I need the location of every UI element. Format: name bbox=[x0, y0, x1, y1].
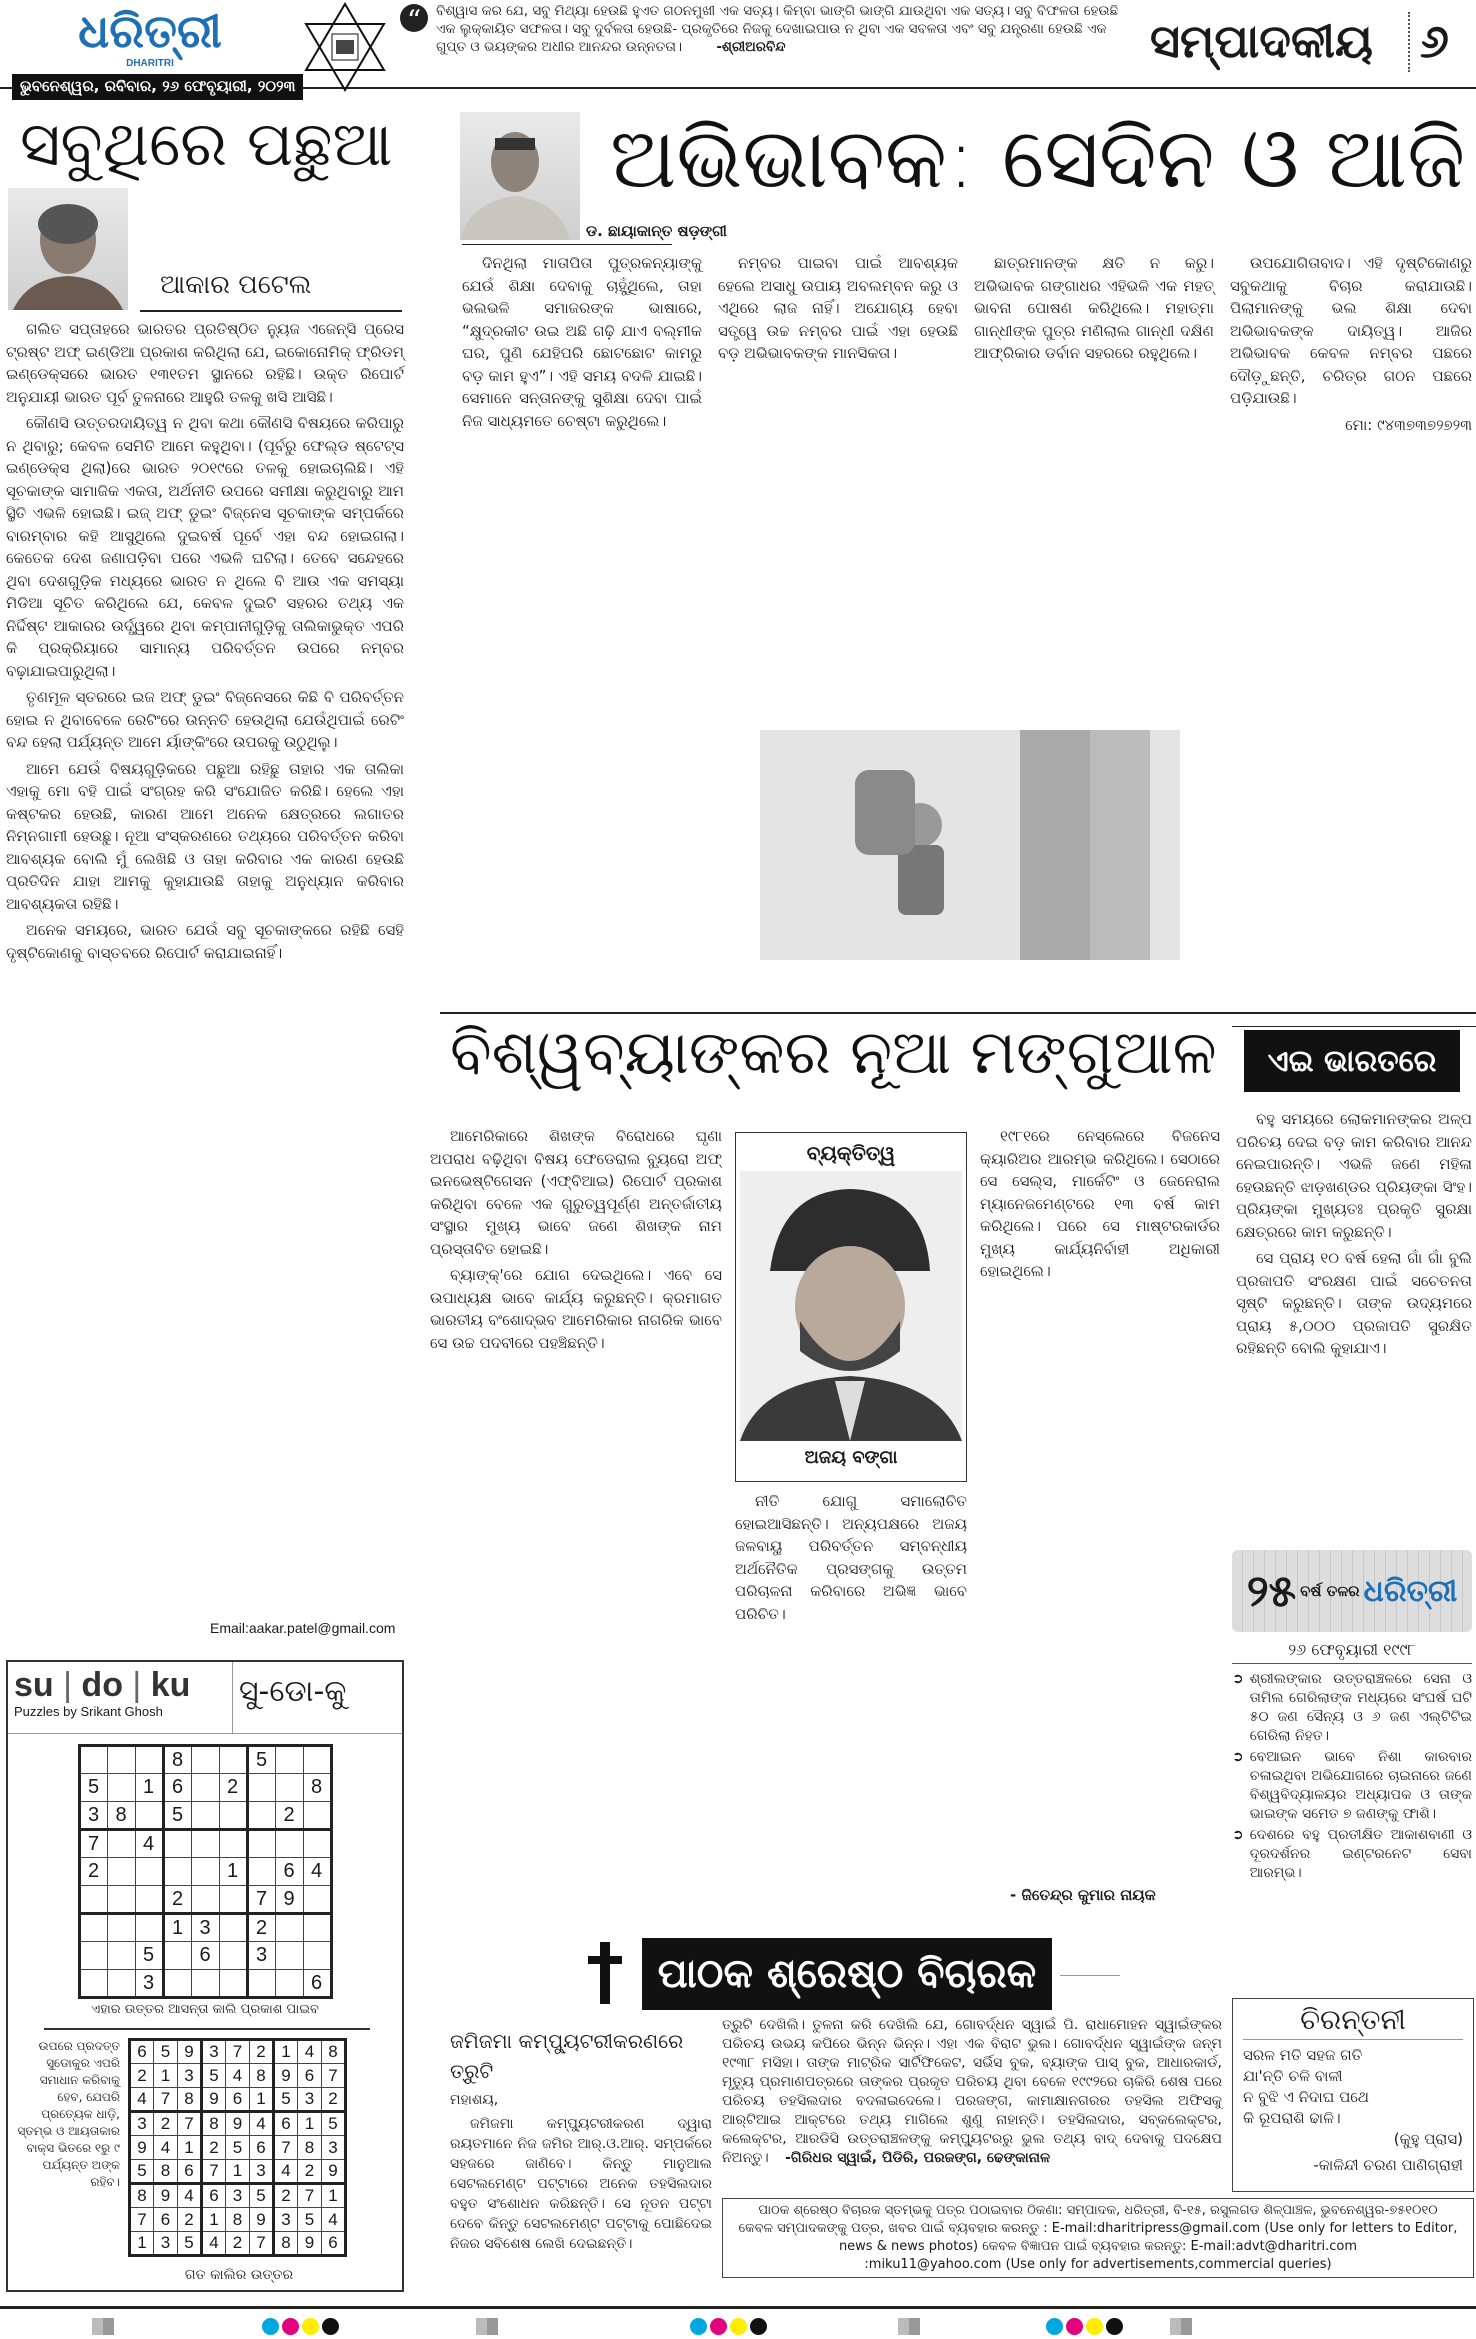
sudoku-cell: 9 bbox=[298, 2232, 322, 2256]
sudoku-cell[interactable] bbox=[79, 1914, 107, 1942]
sudoku-cell: 2 bbox=[250, 2040, 274, 2064]
sudoku-cell[interactable] bbox=[303, 1830, 331, 1858]
quote-text: ବିଶ୍ୱାସ କର ଯେ, ସବୁ ମିଥ୍ୟା ହେଉଛି ହୁଏତ ଗଠନମୁଖୀ ଏକ ସତ୍ୟ। କିମ୍ବା ଭାଙ୍ଗି ଭାଙ୍ଗି ଯାଉଥିବା ଏକ ସତ୍ୟ। ସବୁ ବିଫଳତା ହେଉଛି ଏକ ଲୁକ୍କାୟିତ ସଫଳତା। ସବୁ ଦୁର୍ବଳତା ହେଉଛି- ପ୍ରକୃତିରେ ନିଜକୁ ଦେଖାଇପାଉ ନ ଥିବା ଏକ ସବଳତା ଏବଂ ସବୁ ଯନ୍ତ୍ରଣା ହେଉଛି ଏକ ଗୁପ୍ତ ଓ ଭୟଙ୍କର ଅଧୀର ଆନନ୍ଦର ଉନ୍ନତତା। -ଶ୍ରୀଅରବିନ୍ଦ bbox=[436, 3, 1119, 55]
sudoku-cell: 5 bbox=[247, 1746, 275, 1774]
sudoku-cell[interactable] bbox=[191, 1830, 219, 1858]
sudoku-cell[interactable] bbox=[191, 1970, 219, 1998]
ei-bharatare-title: ଏଇ ଭାରତରେ bbox=[1244, 1030, 1460, 1092]
sudoku-cell[interactable] bbox=[79, 1886, 107, 1914]
sudoku-cell: 3 bbox=[178, 2064, 202, 2088]
bullet-icon: ➲ bbox=[1232, 1671, 1244, 1687]
sudoku-cell: 5 bbox=[274, 2088, 298, 2112]
sudoku-cell[interactable] bbox=[247, 1858, 275, 1886]
star-emblem-icon bbox=[300, 2, 390, 92]
sudoku-cell: 9 bbox=[274, 2064, 298, 2088]
sudoku-cell[interactable] bbox=[303, 1942, 331, 1970]
sudoku-cell: 8 bbox=[107, 1802, 135, 1830]
sudoku-cell[interactable] bbox=[275, 1830, 303, 1858]
sudoku-cell[interactable] bbox=[135, 1746, 163, 1774]
sudoku-cell: 1 bbox=[135, 1774, 163, 1802]
sudoku-cell: 3 bbox=[79, 1802, 107, 1830]
sudoku-cell: 7 bbox=[322, 2064, 346, 2088]
sudoku-cell: 4 bbox=[178, 2184, 202, 2208]
sudoku-cell: 6 bbox=[178, 2160, 202, 2184]
sudoku-cell: 8 bbox=[250, 2064, 274, 2088]
sudoku-cell: 3 bbox=[135, 1970, 163, 1998]
sudoku-solution-grid bbox=[128, 2038, 347, 2257]
sudoku-cell: 8 bbox=[298, 2136, 322, 2160]
sudoku-cell[interactable] bbox=[275, 1970, 303, 1998]
sudoku-cell: 4 bbox=[322, 2208, 346, 2232]
sudoku-cell[interactable] bbox=[219, 1830, 247, 1858]
author-photo bbox=[8, 188, 128, 310]
main-article-body: ଦିନଥିଲା ମାତାପିତା ପୁତ୍ରକନ୍ୟାଙ୍କୁ ଯେଉଁ ଶିକ୍ଷା ଦେବାକୁ ଚାହୁଁଥିଲେ, ତାହା ଭଲଭଳି ସମାଜରଙ୍କ ଭାଷାରେ, “କ୍ଷୁଦ୍ରକୀଟ ଉଇ ଅଛି ଗଢ଼ି ଯାଏ ବଲ୍ମୀକ ଘର, ପୁଣି ଯେହିପରି ଛୋଟଛୋଟ କାମରୁ ବଡ଼ କାମ ହୁଏ”। ଏହି ସମୟ ବଦଳି ଯାଇଛି। ସେମାନେ ସନ୍ତାନଙ୍କୁ ସୁଶିକ୍ଷା ଦେବା ପାଇଁ ନିଜ ସାଧ୍ୟମତେ ଚେଷ୍ଟା କରୁଥିଲେ। bbox=[462, 254, 702, 430]
sudoku-cell[interactable] bbox=[247, 1802, 275, 1830]
sudoku-cell: 2 bbox=[202, 2136, 226, 2160]
sudoku-cell: 5 bbox=[79, 1774, 107, 1802]
parent-child-photo bbox=[760, 730, 1180, 960]
sudoku-cell: 1 bbox=[322, 2184, 346, 2208]
sudoku-cell[interactable] bbox=[247, 1774, 275, 1802]
sudoku-cell[interactable] bbox=[275, 1746, 303, 1774]
profile-box: ବ୍ୟକ୍ତିତ୍ୱ ଅଜୟ ବଙ୍ଗା bbox=[735, 1132, 967, 1482]
main-article-headline: ଅଭିଭାବକ: ସେଦିନ ଓ ଆଜି bbox=[610, 109, 1466, 207]
sudoku-cell: 3 bbox=[250, 2160, 274, 2184]
sudoku-box: su | do | ku Puzzles by Srikant Ghosh ସୁ-ଡୋ-କୁ 8 5 5 1 6 2 8 3 8 5 2 7 4 2 1 6 4 2 7 9 1 3 2 5 6 3 3 6 ଏହାର ଉତ୍ତର ଆସନ୍ତା କାଲି ପ୍ରକାଶ ପାଇବ ଉପରେ ପ୍ରଦତ୍ତ ସୁଡୋକୁର ଏପରି ସମାଧାନ କରିବାକୁ ହେବ, ଯେପରି ପ୍ରତ୍ୟେକ ଧାଡ଼ି, ସ୍ତମ୍ଭ ଓ ଆୟତାକାର ବାକ୍ସ ଭିତରେ ୧ରୁ ୯ ପର୍ଯ୍ୟନ୍ତ ଅଙ୍କ ରହିବ। 6 5 9 3 7 2 1 4 8 2 1 3 5 4 8 9 6 7 4 7 8 9 6 1 5 3 2 3 2 7 8 9 4 6 1 5 9 4 1 2 5 6 7 8 3 5 8 6 7 1 3 4 2 9 8 9 4 6 3 5 2 7 1 7 6 2 1 8 9 3 5 4 1 3 5 4 2 7 8 9 6 ଗତ କାଲିର ଉତ୍ତର bbox=[6, 1660, 404, 2292]
worldbank-body-col3: ୧୯୮୧ରେ ନେସ୍‌ଲେରେ ବିଜନେସ କ୍ୟାରିଅର ଆରମ୍ଭ କରିଥିଲେ। ସେଠାରେ ସେ ସେଲ୍ସ, ମାର୍କେଟିଂ ଓ ଜେନେରାଲ ମ୍ୟାନେଜମେଣ୍ଟରେ ୧୩ ବର୍ଷ କାମ କରିଥିଲେ। ପରେ ସେ ମାଷ୍ଟରକାର୍ଡର ମୁଖ୍ୟ କାର୍ଯ୍ୟନିର୍ବାହୀ ଅଧିକାରୀ ହୋଇଥିଲେ। bbox=[980, 1127, 1220, 1280]
sudoku-cell: 3 bbox=[154, 2232, 178, 2256]
page-number: ୬ bbox=[1420, 14, 1449, 68]
sudoku-cell[interactable] bbox=[135, 1802, 163, 1830]
sudoku-cell[interactable] bbox=[163, 1970, 191, 1998]
sudoku-cell: 5 bbox=[202, 2064, 226, 2088]
sudoku-cell: 1 bbox=[250, 2088, 274, 2112]
sudoku-cell[interactable] bbox=[219, 1802, 247, 1830]
sudoku-cell: 1 bbox=[226, 2160, 250, 2184]
sudoku-cell: 5 bbox=[298, 2208, 322, 2232]
archive-date: ୨୬ ଫେବୃୟାରୀ ୧୯୯୮ bbox=[1232, 1640, 1472, 1664]
letter-title: ଜମିଜମା କମ୍ପ୍ୟୁଟରୀକରଣରେ ତ୍ରୁଟି bbox=[450, 2029, 684, 2083]
sudoku-puzzle-grid[interactable] bbox=[78, 1744, 333, 1999]
sudoku-cell: 7 bbox=[79, 1830, 107, 1858]
sudoku-cell: 1 bbox=[154, 2064, 178, 2088]
worldbank-body-col1: ଆମେରିକାରେ ଶିଖଙ୍କ ବିରୋଧରେ ଘୃଣା ଅପରାଧ ବଢ଼ିଥିବା ବିଷୟ ଫେଡେରାଲ ବ୍ୟୁରୋ ଅଫ୍ ଇନଭେଷ୍ଟିଗେସନ (ଏଫ୍‌ବିଆଇ) ରିପୋର୍ଟ ପ୍ରକାଶ କରିଥିବା ବେଳେ ଏକ ଗୁରୁତ୍ୱପୂର୍ଣ୍ଣ ଅନ୍ତର୍ଜାତୀୟ ସଂସ୍ଥାର ମୁଖ୍ୟ ଭାବେ ଜଣେ ଶିଖଙ୍କ ନାମ ପ୍ରସ୍ତାବିତ ହୋଇଛି। ବ୍ୟାଙ୍କ୍'ରେ ଯୋଗ ଦେଇଥିଲେ। ଏବେ ସେ ଉପାଧ୍ୟକ୍ଷ ଭାବେ କାର୍ଯ୍ୟ କରୁଛନ୍ତି। କ୍ରମାଗତ ଭାରତୀୟ ବଂଶୋଦ୍ଭବ ଆମେରିକାର ନାଗରିକ ଭାବେ ସେ ଉଚ୍ଚ ପଦବୀରେ ପହଞ୍ଚିଛନ୍ତି। bbox=[430, 1127, 722, 1352]
sudoku-cell: 1 bbox=[202, 2208, 226, 2232]
sudoku-cell[interactable] bbox=[135, 1914, 163, 1942]
sudoku-cell[interactable] bbox=[275, 1914, 303, 1942]
sudoku-cell[interactable] bbox=[107, 1746, 135, 1774]
sudoku-cell[interactable] bbox=[303, 1802, 331, 1830]
sudoku-cell: 8 bbox=[274, 2232, 298, 2256]
sudoku-cell: 7 bbox=[298, 2184, 322, 2208]
sudoku-cell: 3 bbox=[298, 2088, 322, 2112]
sudoku-cell: 2 bbox=[178, 2208, 202, 2232]
sudoku-cell: 7 bbox=[130, 2208, 154, 2232]
sudoku-cell[interactable] bbox=[163, 1830, 191, 1858]
sudoku-cell: 2 bbox=[322, 2088, 346, 2112]
sudoku-cell[interactable] bbox=[275, 1942, 303, 1970]
sudoku-cell: 1 bbox=[298, 2112, 322, 2136]
sudoku-cell: 6 bbox=[274, 2112, 298, 2136]
sudoku-cell: 2 bbox=[163, 1886, 191, 1914]
sudoku-cell: 2 bbox=[226, 2232, 250, 2256]
sudoku-cell: 8 bbox=[303, 1774, 331, 1802]
section-title: ସମ୍ପାଦକୀୟ bbox=[1150, 14, 1373, 68]
sudoku-cell: 8 bbox=[178, 2088, 202, 2112]
sudoku-cell: 6 bbox=[322, 2232, 346, 2256]
sudoku-cell[interactable] bbox=[107, 1830, 135, 1858]
sudoku-cell: 7 bbox=[226, 2040, 250, 2064]
sudoku-cell: 9 bbox=[275, 1886, 303, 1914]
sudoku-cell: 1 bbox=[163, 1914, 191, 1942]
registration-marks bbox=[0, 2318, 1476, 2339]
worldbank-byline: - ଜିତେନ୍ଦ୍ର କୁମାର ନାୟକ bbox=[1010, 1886, 1156, 1904]
main-article-author: ଡ. ଛାୟାକାନ୍ତ ଷଡ଼ଙ୍ଗୀ bbox=[586, 222, 727, 240]
sudoku-cell[interactable] bbox=[191, 1774, 219, 1802]
sudoku-cell[interactable] bbox=[247, 1830, 275, 1858]
sudoku-cell: 3 bbox=[247, 1942, 275, 1970]
sudoku-cell: 2 bbox=[154, 2112, 178, 2136]
sudoku-cell: 2 bbox=[275, 1802, 303, 1830]
sudoku-cell: 9 bbox=[178, 2040, 202, 2064]
sudoku-cell[interactable] bbox=[191, 1886, 219, 1914]
sudoku-cell: 6 bbox=[191, 1942, 219, 1970]
sudoku-cell: 2 bbox=[247, 1914, 275, 1942]
pen-icon bbox=[588, 1942, 622, 2004]
sudoku-cell: 8 bbox=[163, 1746, 191, 1774]
sudoku-cell: 6 bbox=[202, 2184, 226, 2208]
list-item: ➲ ବେଆଇନ ଭାବେ ନିଶା କାରବାର ଚଳାଇଥିବା ଅଭିଯୋଗରେ ଚାଇନାରେ ଜଣେ ବିଶ୍ୱବିଦ୍ୟାଳୟର ଅଧ୍ୟାପକ ଓ ତାଙ୍କ ଭାଇଙ୍କ ସମେତ ୭ ଜଣଙ୍କୁ ଫାଶି। bbox=[1232, 1749, 1472, 1822]
sudoku-cell[interactable] bbox=[107, 1942, 135, 1970]
sudoku-cell[interactable] bbox=[107, 1914, 135, 1942]
list-item: ➲ ଦେଶରେ ବହୁ ପ୍ରତୀକ୍ଷିତ ଆକାଶବାଣୀ ଓ ଦୂରଦର୍ଶନର ଇଣ୍ଟରନେଟ ସେବା ଆରମ୍ଭ। bbox=[1232, 1827, 1472, 1881]
sudoku-cell: 6 bbox=[163, 1774, 191, 1802]
letter-body-col2: ତ୍ରୁଟି ଦେଖିଲି। ତୁଳନା କରି ଦେଖିଲି ଯେ, ଗୋବର୍ଦ୍ଧନ ସ୍ୱାଇଁ ପି. ରାଧାମୋହନ ସ୍ୱାଇଁଙ୍କର ପରିଚୟ ଉଭୟ କପିରେ ଭିନ୍ନ ଭିନ୍ନ। ଏହା ଏକ ବିରାଟ ଭୁଲ। ଗୋବର୍ଦ୍ଧନ ସ୍ୱାଇଁଙ୍କ ଜନ୍ମ ୧୯୩୮ ମସିହା। ତାଙ୍କ ମାଟ୍ରିକ ସାର୍ଟିଫିକେଟ, ସର୍ଭିସ ବୁକ, ବ୍ୟାଙ୍କ ପାସ୍ ବୁକ, ଆଧାରକାର୍ଡ, ମୃତ୍ୟୁ ପ୍ରମାଣପତ୍ରରେ ତାଙ୍କର ପ୍ରକୃତ ପରିଚୟ ଥିବା ବେଳେ ୧୯୯୨ରେ ଚାକିରି ଶେଷ ପରେ ପରିଚୟ ତହସିଲଦାର ବଦଳାଇଦେଲେ। ପରଜଙ୍ଗ, କାମାକ୍ଷାନଗରର ତହସିଲ ଅଫିସକୁ ଆର୍‌ଟିଆଇ ଆକ୍ଟରେ ତଥ୍ୟ ମାଗିଲେ ଶୁଣୁ ନାହାନ୍ତି। ତହସିଲଦାର, ସବ୍‌କଲେକ୍ଟର, କଲେକ୍ଟର, ଆରଡିସି ଉତ୍ତରାଞ୍ଚଳଙ୍କୁ କମ୍ପ୍ୟୁଟରରୁ ଭୁଲ ତଥ୍ୟ ବାଦ୍ ଦେବାକୁ ପଦକ୍ଷେପ ନିଅନ୍ତୁ। -ଗିରିଧର ସ୍ୱାଇଁ, ପିଡିରି, ପରଜଙ୍ଗ, ଢେଙ୍କାନାଳ bbox=[722, 2017, 1222, 2166]
main-article-body: ଉପଯୋଗିତାବାଦ। ଏହି ଦୃଷ୍ଟିକୋଣରୁ ସବୁକଥାକୁ ବିଚାର କରାଯାଉଛି। ପିଲାମାନଙ୍କୁ ଭଲ ଶିକ୍ଷା ଦେବା ଅଭିଭାବକଙ୍କ ଦାୟିତ୍ୱ। ଆଜିର ଅଭିଭାବକ କେବଳ ନମ୍ବର ପଛରେ ଦୌଡ଼ୁଛନ୍ତି, ଚରିତ୍ର ଗଠନ ପଛରେ ପଡ଼ିଯାଉଛି। ମୋ: ୯୪୩୭୩୭୨୭୨୩ bbox=[1230, 254, 1472, 434]
sudoku-cell[interactable] bbox=[247, 1970, 275, 1998]
letters-section-title: ପାଠକ ଶ୍ରେଷ୍ଠ ବିଚାରକ bbox=[642, 1938, 1052, 2010]
worldbank-headline: ବିଶ୍ୱବ୍ୟାଙ୍କର ନୂଆ ମଙ୍ଗୁଆଳ bbox=[450, 1017, 1217, 1088]
sudoku-cell: 6 bbox=[154, 2208, 178, 2232]
sudoku-cell: 8 bbox=[322, 2040, 346, 2064]
sudoku-cell[interactable] bbox=[219, 1942, 247, 1970]
sudoku-cell: 7 bbox=[274, 2136, 298, 2160]
sudoku-cell: 4 bbox=[250, 2112, 274, 2136]
profile-photo bbox=[740, 1171, 962, 1441]
sudoku-cell: 6 bbox=[275, 1858, 303, 1886]
sudoku-cell: 3 bbox=[130, 2112, 154, 2136]
archive-banner: ୨୫ ବର୍ଷ ତଳର ଧରିତ୍ରୀ bbox=[1232, 1550, 1472, 1632]
sudoku-cell[interactable] bbox=[191, 1802, 219, 1830]
worldbank-body-col2: ନୀତି ଯୋଗୁ ସମାଲୋଚିତ ହୋଇଆସିଛନ୍ତି। ଅନ୍ୟପକ୍ଷରେ ଅଜୟ ଜଳବାୟୁ ପରିବର୍ତ୍ତନ ସମ୍ବନ୍ଧୀୟ ଅର୍ଥନୈତିକ ପ୍ରସଙ୍ଗକୁ ଉତ୍ତମ ପରିଚାଳନା କରିବାରେ ଅଭିଜ୍ଞ ଭାବେ ପରିଚିତ। bbox=[735, 1492, 967, 1623]
ei-bharatare-body: ବହୁ ସମୟରେ ଲୋକମାନଙ୍କର ଅଳ୍ପ ପରିଚୟ ଦେଇ ବଡ଼ କାମ କରିବାର ଆନନ୍ଦ ନେଇପାରନ୍ତି। ଏଭଳି ଜଣେ ମହିଳା ହେଉଛନ୍ତି ଝାଡ଼ଖଣ୍ଡର ପ୍ରିୟଙ୍କା ସିଂହ। ପ୍ରିୟଙ୍କା ମୁଖ୍ୟତଃ ପ୍ରକୃତି ସୁରକ୍ଷା କ୍ଷେତ୍ରରେ କାମ କରୁଛନ୍ତି। ସେ ପ୍ରାୟ ୧୦ ବର୍ଷ ହେଲା ଗାଁ ଗାଁ ବୁଲି ପ୍ରଜାପତି ସଂରକ୍ଷଣ ପାଇଁ ସଚେତନତା ସୃଷ୍ଟି କରୁଛନ୍ତି। ତାଙ୍କ ଉଦ୍ୟମରେ ପ୍ରାୟ ୫,୦୦୦ ପ୍ରଜାପତି ସୁରକ୍ଷିତ ରହିଛନ୍ତି ବୋଲି କୁହାଯାଏ। bbox=[1236, 1110, 1472, 1357]
list-item: ➲ ଶ୍ରୀଲଙ୍କାର ଉତ୍ତରାଞ୍ଚଳରେ ସେନା ଓ ତାମିଲ ଗେରିଲାଙ୍କ ମଧ୍ୟରେ ସଂଘର୍ଷ ଘଟି ୫୦ ଜଣ ସୈନ୍ୟ ଓ ୬ ଜଣ ଏଲ୍‌ଟିଟିଇ ଗେରିଲା ନିହତ। bbox=[1232, 1671, 1472, 1744]
author-email[interactable]: Email:aakar.patel@gmail.com bbox=[210, 1620, 396, 1636]
sudoku-title-odia: ସୁ-ଡୋ-କୁ bbox=[239, 1674, 347, 1709]
sudoku-cell: 7 bbox=[247, 1886, 275, 1914]
sudoku-cell[interactable] bbox=[107, 1858, 135, 1886]
sudoku-cell: 9 bbox=[226, 2112, 250, 2136]
sudoku-cell[interactable] bbox=[135, 1886, 163, 1914]
sudoku-cell: 6 bbox=[298, 2064, 322, 2088]
sudoku-cell[interactable] bbox=[107, 1970, 135, 1998]
sudoku-logo: su | do | ku bbox=[14, 1666, 191, 1704]
masthead bbox=[0, 0, 1476, 110]
sudoku-cell[interactable] bbox=[163, 1858, 191, 1886]
sudoku-cell: 5 bbox=[154, 2040, 178, 2064]
left-article-author: ଆକାର ପଟେଲ bbox=[160, 270, 312, 300]
sudoku-cell[interactable] bbox=[191, 1746, 219, 1774]
sudoku-cell: 6 bbox=[303, 1970, 331, 1998]
sudoku-cell: 3 bbox=[191, 1914, 219, 1942]
sudoku-cell: 3 bbox=[322, 2136, 346, 2160]
sudoku-cell: 1 bbox=[274, 2040, 298, 2064]
sudoku-cell: 4 bbox=[274, 2160, 298, 2184]
sudoku-cell: 3 bbox=[274, 2208, 298, 2232]
sudoku-cell[interactable] bbox=[219, 1886, 247, 1914]
sudoku-cell: 1 bbox=[178, 2136, 202, 2160]
sudoku-cell: 5 bbox=[163, 1802, 191, 1830]
sudoku-cell: 4 bbox=[202, 2232, 226, 2256]
sudoku-cell[interactable] bbox=[275, 1774, 303, 1802]
letter-signature: -ଗିରିଧର ସ୍ୱାଇଁ, ପିଡିରି, ପରଜଙ୍ଗ, ଢେଙ୍କାନାଳ bbox=[785, 2150, 1051, 2166]
sudoku-cell: 7 bbox=[250, 2232, 274, 2256]
sudoku-cell[interactable] bbox=[219, 1914, 247, 1942]
sudoku-cell: 7 bbox=[202, 2160, 226, 2184]
sudoku-cell: 4 bbox=[130, 2088, 154, 2112]
sudoku-cell[interactable] bbox=[107, 1886, 135, 1914]
sudoku-cell: 5 bbox=[178, 2232, 202, 2256]
quote-icon: “ bbox=[400, 4, 428, 32]
sudoku-cell[interactable] bbox=[135, 1858, 163, 1886]
sudoku-cell: 2 bbox=[298, 2160, 322, 2184]
sudoku-cell[interactable] bbox=[163, 1942, 191, 1970]
sudoku-cell[interactable] bbox=[303, 1746, 331, 1774]
sudoku-cell: 4 bbox=[135, 1830, 163, 1858]
letter-col1: ଜମିଜମା କମ୍ପ୍ୟୁଟରୀକରଣରେ ତ୍ରୁଟି ମହାଶୟ, ଜମିଜମା କମ୍ପ୍ୟୁଟରୀକରଣ ଦ୍ୱାରା ରୟତମାନେ ନିଜ ଜମିର ଆର୍.ଓ.ଆର୍. ସମ୍ପର୍କରେ ସହଜରେ ଜାଣିବେ। କିନ୍ତୁ ମାନୁଆଲ ସେଟଲମେଣ୍ଟ ପଟ୍ଟାରେ ଅନେକ ତହସିଲଦାର ବହୁତ ସଂଶୋଧନ କରିଛନ୍ତି। ସେ ନୂତନ ପଟ୍ଟା ଦେବେ କିନ୍ତୁ ସେଟଲମେଣ୍ଟ ପଟ୍ଟାକୁ ପୋଛିଦେଇ ନିଜର ସବିଶେଷ ଲେଖି ଦେଇଛନ୍ତି। bbox=[450, 2026, 712, 2258]
letters-address-box: ପାଠକ ଶ୍ରେଷ୍ଠ ବିଚାରକ ସ୍ତମ୍ଭକୁ ପତ୍ର ପଠାଇବାର ଠିକଣା: ସମ୍ପାଦକ, ଧରିତ୍ରୀ, ବି-୧୫, ରସୁଲଗଡ ଶିଳ୍ପାଞ୍ଚଳ, ଭୁବନେଶ୍ୱର-୭୫୧୦୧୦ କେବଳ ସମ୍ପାଦକଙ୍କୁ ପତ୍ର, ଖବର ପାଇଁ ବ୍ୟବହାର କରନ୍ତୁ : E-mail:dharitripress@gmail.com (Use only for letters to Editor, news & news photos) କେବଳ ବିଜ୍ଞାପନ ପାଇଁ ବ୍ୟବହାର କରନ୍ତୁ: E-mail:advt@dharitri.com :miku11@yahoo.com (Use only for advertisements,commercial queries) bbox=[722, 2198, 1474, 2278]
sudoku-cell: 4 bbox=[303, 1858, 331, 1886]
sudoku-cell: 6 bbox=[130, 2040, 154, 2064]
sudoku-cell: 8 bbox=[226, 2208, 250, 2232]
sudoku-cell[interactable] bbox=[303, 1886, 331, 1914]
sudoku-cell: 8 bbox=[202, 2112, 226, 2136]
sudoku-cell: 6 bbox=[226, 2088, 250, 2112]
author-photo bbox=[460, 112, 580, 240]
sudoku-cell[interactable] bbox=[79, 1746, 107, 1774]
archive-list bbox=[1232, 1670, 1472, 1883]
sudoku-cell: 8 bbox=[130, 2184, 154, 2208]
sudoku-cell: 2 bbox=[274, 2184, 298, 2208]
sudoku-cell[interactable] bbox=[107, 1774, 135, 1802]
sudoku-cell: 9 bbox=[130, 2136, 154, 2160]
dateline: ଭୁବନେଶ୍ୱର, ରବିବାର, ୨୬ ଫେବୃୟାରୀ, ୨୦୨୩ bbox=[12, 74, 303, 100]
bullet-icon: ➲ bbox=[1232, 1827, 1244, 1843]
sudoku-cell: 2 bbox=[79, 1858, 107, 1886]
sudoku-cell: 7 bbox=[154, 2088, 178, 2112]
sudoku-cell: 5 bbox=[135, 1942, 163, 1970]
sudoku-cell: 2 bbox=[130, 2064, 154, 2088]
sudoku-cell: 7 bbox=[178, 2112, 202, 2136]
sudoku-cell: 5 bbox=[226, 2136, 250, 2160]
sudoku-cell: 9 bbox=[202, 2088, 226, 2112]
sudoku-cell: 1 bbox=[219, 1858, 247, 1886]
sudoku-cell: 9 bbox=[250, 2208, 274, 2232]
bullet-icon: ➲ bbox=[1232, 1749, 1244, 1765]
sudoku-cell: 8 bbox=[154, 2160, 178, 2184]
sudoku-cell: 3 bbox=[202, 2040, 226, 2064]
sudoku-cell: 5 bbox=[322, 2112, 346, 2136]
main-article-body: ନମ୍ବର ପାଇବା ପାଇଁ ଆବଶ୍ୟକ ହେଲେ ଅସାଧୁ ଉପାୟ ଅବଲମ୍ବନ କରୁ ଓ ଏଥିରେ ଲାଜ ନାହିଁ। ଅଯୋଗ୍ୟ ହେବା ସତ୍ତ୍ୱେ ଉଚ୍ଚ ନମ୍ବର ପାଇଁ ଏହା ହେଉଛି ବଡ଼ ଅଭିଭାବକଙ୍କ ମାନସିକତା। bbox=[718, 254, 958, 362]
sudoku-cell: 1 bbox=[130, 2232, 154, 2256]
sudoku-cell: 2 bbox=[219, 1774, 247, 1802]
left-article-headline: ସବୁଥିରେ ପଛୁଆ bbox=[20, 107, 393, 180]
left-article-body: ଗଲିତ ସପ୍ତାହରେ ଭାରତର ପ୍ରତିଷ୍ଠିତ ନ୍ୟୁଜ ଏଜେନ୍ସି ପ୍ରେସ ଟ୍ରଷ୍ଟ ଅଫ୍ ଇଣ୍ଡିଆ ପ୍ରକାଶ କରିଥିଲା ଯେ, ଇକୋନୋମିକ୍ ଫ୍ରିଡମ୍ ଇଣ୍ଡେକ୍ସରେ ଭାରତ ୧୩୧ତମ ସ୍ଥାନରେ ରହିଛି। ଉକ୍ତ ରିପୋର୍ଟ ଅନୁଯାୟୀ ଭାରତ ପୂର୍ବ ତୁଳନାରେ ଆହୁରି ତଳକୁ ଖସି ଆସିଛି। କୌଣସି ଉତ୍ତରଦାୟିତ୍ୱ ନ ଥିବା କଥା କୌଣସି ବିଷୟରେ କରିପାରୁ ନ ଥିବାରୁ; କେବଳ ସେମିତି ଆମେ କହୁଥିବା। (ପୂର୍ବରୁ ଫେଲ୍ଡ ଷ୍ଟେଟ୍ସ ଇଣ୍ଡେକ୍ସ ଥିଲା)ରେ ଭାରତ ୨୦୧୯ରେ ତଳକୁ ହୋଇଚାଲିଛି। ଏହି ସୂଚକାଙ୍କ ସାମାଜିକ ଏକତା, ଅର୍ଥନୀତି ଉପରେ ସମୀକ୍ଷା କରୁଥିବାରୁ ଆମ ସ୍ଥିତି ଏଭଳି ହୋଇଛି। ଇଜ୍ ଅଫ୍ ଡୁଇଂ ବିଜ୍‌ନେସ ସୂଚକାଙ୍କ ସମ୍ପର୍କରେ ବାରମ୍ବାର କହି ଆସୁଥିଲେ ଦୁଇବର୍ଷ ପୂର୍ବେ ଏହା ବନ୍ଦ ହୋଇଗଲା। କେତେକ ଦେଶ ଜଣାପଡ଼ିବା ପରେ ଏଭଳି ଘଟିଲା। ତେବେ ସନ୍ଦେହରେ ଥିବା ଦେଶଗୁଡ଼ିକ ମଧ୍ୟରେ ଭାରତ ନ ଥିଲେ ବି ଆଉ ଏକ ସମସ୍ୟା ମିଡିଆ ସୂଚିତ କରିଥିଲେ ଯେ, କେବଳ ଦୁଇଟି ସହରର ତଥ୍ୟ ଏକ ନିର୍ଦ୍ଦିଷ୍ଟ ଆକାରର ଉର୍ଦ୍ଧ୍ୱରେ ଥିବା କମ୍ପାନୀଗୁଡ଼ିକୁ ତାଲିକାଭୁକ୍ତ ଏପରି କି ପ୍ରକ୍ରିୟାରେ ସାମାନ୍ୟ ପରିବର୍ତ୍ତନ ଉପରେ ନମ୍ବର ବଢ଼ାଯାଇପାରୁଥିଲା। ତୃଣମୂଳ ସ୍ତରରେ ଇଜ ଅଫ୍ ଡୁଇଂ ବିଜ୍‌ନେସରେ କିଛି ବି ପରିବର୍ତ୍ତନ ହୋଇ ନ ଥିବାବେଳେ ରେଟିଂରେ ଉନ୍ନତି ହେଉଥିଲା ଯେଉଁଥିପାଇଁ ରେଟିଂ ବନ୍ଦ ହେଲା ପର୍ଯ୍ୟନ୍ତ ଆମେ ର୍ୟାଙ୍କିଂରେ ଉପରକୁ ଉଠୁଥିଲୁ। ଆମେ ଯେଉଁ ବିଷୟଗୁଡ଼ିକରେ ପଛୁଆ ରହିଛୁ ତାହାର ଏକ ତାଲିକା ଏହାକୁ ମୋ ବହି ପାଇଁ ସଂଗ୍ରହ କରି ସଂଯୋଜିତ କରିଛି। ହେଲେ ଏହା କଷ୍ଟକର ହେଉଛି, କାରଣ ଆମେ ଅନେକ କ୍ଷେତ୍ରରେ ଲଗାତର ନିମ୍ନଗାମୀ ହେଉଛୁ। ନୂଆ ସଂସ୍କରଣରେ ତଥ୍ୟରେ ପରିବର୍ତ୍ତନ କରିବା ଆବଶ୍ୟକ ବୋଲି ମୁଁ ଲେଖିଛି ଓ ତାହା କରିବାର ଏକ କାରଣ ହେଉଛି ପ୍ରତିଦିନ ଯାହା ଆମକୁ କୁହାଯାଉଛି ତାହାକୁ ଅନୁଧ୍ୟାନ କରିବାର ଆବଶ୍ୟକତା ରହିଛି। ଅନେକ ସମୟରେ, ଭାରତ ଯେଉଁ ସବୁ ସୂଚକାଙ୍କରେ ରହିଛି ସେହି ଦୃଷ୍ଟିକୋଣକୁ ବାସ୍ତବରେ ରିପୋର୍ଟ କରାଯାଇନାହିଁ। bbox=[6, 320, 404, 962]
sudoku-cell[interactable] bbox=[79, 1970, 107, 1998]
sudoku-cell[interactable] bbox=[79, 1942, 107, 1970]
sudoku-cell: 9 bbox=[154, 2184, 178, 2208]
sudoku-cell[interactable] bbox=[191, 1858, 219, 1886]
sudoku-cell: 4 bbox=[154, 2136, 178, 2160]
sudoku-cell: 5 bbox=[130, 2160, 154, 2184]
chirantani-box: ଚିରନ୍ତନୀ ସରଳ ମତି ସହଜ ଗତି ଯା'ନ୍ତି ଚଳି ବାଳୀ ନ ବୁଝି ଏ ନିଦାଘ ପଥେ କି ରୂପରାଶି ଢାଳି। (କୁହୁ ପ୍ରାସ) -କାଳିନ୍ଦୀ ଚରଣ ପାଣିଗ୍ରାହୀ bbox=[1232, 1998, 1474, 2192]
sudoku-cell: 3 bbox=[226, 2184, 250, 2208]
sudoku-cell: 5 bbox=[250, 2184, 274, 2208]
sudoku-cell[interactable] bbox=[303, 1914, 331, 1942]
logo[interactable]: ଧରିତ୍ରୀ DHARITRI bbox=[78, 4, 222, 69]
sudoku-cell: 4 bbox=[298, 2040, 322, 2064]
sudoku-cell: 9 bbox=[322, 2160, 346, 2184]
letter-body-col1: ଜମିଜମା କମ୍ପ୍ୟୁଟରୀକରଣ ଦ୍ୱାରା ରୟତମାନେ ନିଜ ଜମିର ଆର୍.ଓ.ଆର୍. ସମ୍ପର୍କରେ ସହଜରେ ଜାଣିବେ। କିନ୍ତୁ ମାନୁଆଲ ସେଟଲମେଣ୍ଟ ପଟ୍ଟାରେ ଅନେକ ତହସିଲଦାର ବହୁତ ସଂଶୋଧନ କରିଛନ୍ତି। ସେ ନୂତନ ପଟ୍ଟା ଦେବେ କିନ୍ତୁ ସେଟଲମେଣ୍ଟ ପଟ୍ଟାକୁ ପୋଛିଦେଇ ନିଜର ସବିଶେଷ ଲେଖି ଦେଇଛନ୍ତି। bbox=[450, 2116, 712, 2252]
sudoku-cell: 6 bbox=[250, 2136, 274, 2160]
sudoku-cell[interactable] bbox=[219, 1970, 247, 1998]
main-article-body: ଛାତ୍ରମାନଙ୍କ କ୍ଷତି ନ କରୁ। ଅଭିଭାବକ ଗଙ୍ଗାଧର ଏହିଭଳି ଏକ ମହତ୍ ଭାବନା ପୋଷଣ କରିଥିଲେ। ମହାତ୍ମା ଗାନ୍ଧୀଙ୍କ ପୁତ୍ର ମଣିଲାଲ ଗାନ୍ଧୀ ଦକ୍ଷିଣ ଆଫ୍ରିକାର ଡର୍ବାନ ସହରରେ ରହୁଥିଲେ। bbox=[974, 254, 1214, 362]
sudoku-cell[interactable] bbox=[219, 1746, 247, 1774]
sudoku-cell: 4 bbox=[226, 2064, 250, 2088]
